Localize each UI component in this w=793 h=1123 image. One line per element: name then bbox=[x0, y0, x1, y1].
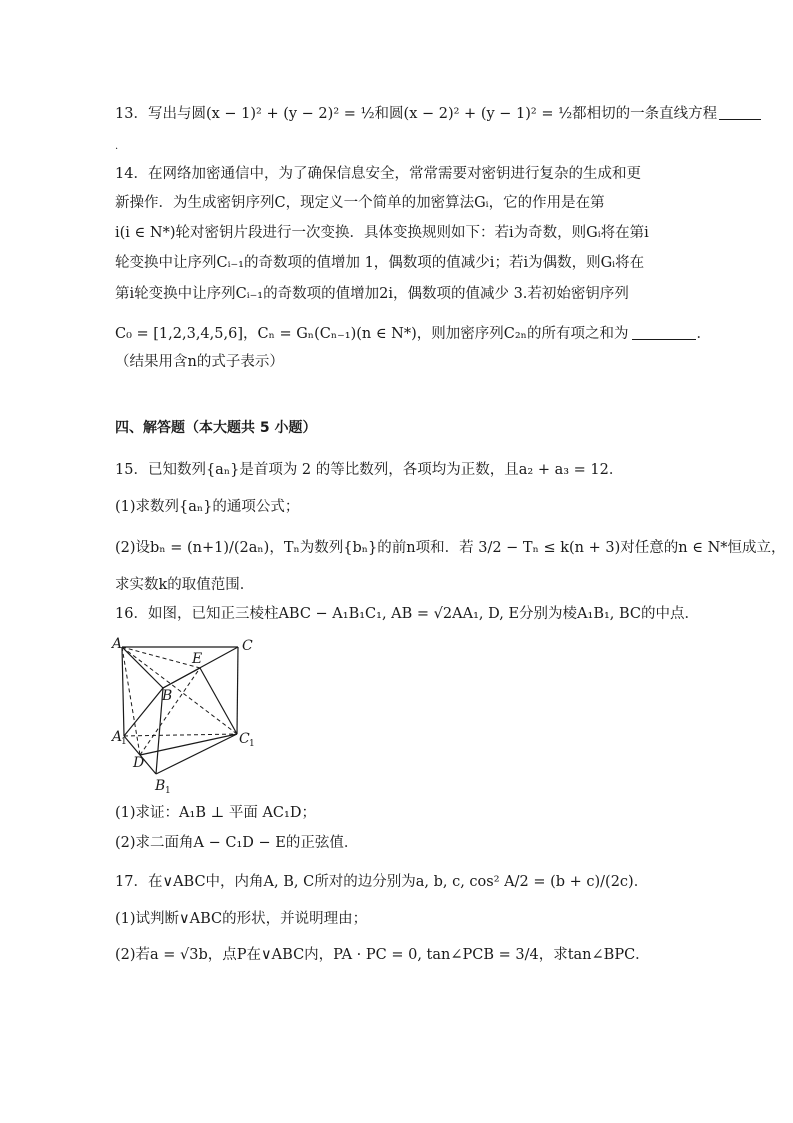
problem-13 bbox=[115, 104, 761, 124]
edge-DC1 bbox=[140, 734, 237, 755]
problem-14-line-7: （结果用含n的式子表示） bbox=[115, 354, 284, 370]
problem-16-line-1: 16．如图，已知正三棱柱ABC − A₁B₁C₁, AB = √2AA₁, D, E分别为棱A₁B₁, BC的中点． bbox=[115, 606, 700, 622]
problem-17-line-2: (1)试判断∨ABC的形状，并说明理由； bbox=[115, 911, 368, 927]
label-A1: A bbox=[112, 729, 123, 745]
problem-17-line-1: 17．在∨ABC中，内角A, B, C所对的边分别为a, b, c, cos² A/2 = (b + c)/(2c)． bbox=[115, 874, 649, 890]
problem-14-line-1: 14．在网络加密通信中，为了确保信息安全，常常需要对密钥进行复杂的生成和更 bbox=[115, 166, 641, 182]
hidden-edge-DE bbox=[140, 668, 200, 755]
problem-14-line-2: 新操作．为生成密钥序列C，现定义一个简单的加密算法Gᵢ，它的作用是在第 bbox=[115, 195, 605, 211]
edge-A1B bbox=[124, 688, 163, 736]
problem-16-line-3: (2)求二面角A − C₁D − E的正弦值． bbox=[115, 835, 359, 851]
label-B: B bbox=[162, 688, 173, 704]
section-4-heading: 四、解答题（本大题共 5 小题） bbox=[115, 420, 317, 436]
edge-B1C1 bbox=[156, 734, 237, 774]
problem-14-line-5: 第i轮变换中让序列Cᵢ₋₁的奇数项的值增加2i，偶数项的值减少 3.若初始密钥序列 bbox=[115, 286, 629, 302]
label-C1-sub: 1 bbox=[249, 739, 255, 749]
problem-14-line-6-text: C₀ = [1,2,3,4,5,6]，Cₙ = Gₙ(Cₙ₋₁)(n ∈ N*)，则加密序列C₂ₙ的所有项之和为 bbox=[115, 326, 629, 342]
problem-14-line-4: 轮变换中让序列Cᵢ₋₁的奇数项的值增加 1，偶数项的值减少i；若i为偶数，则Gᵢ将在 bbox=[115, 255, 645, 271]
label-C: C bbox=[242, 638, 253, 654]
problem-14-line-3: i(i ∈ N*)轮对密钥片段进行一次变换．具体变换规则如下：若i为奇数，则Gᵢ将在第i bbox=[115, 225, 649, 241]
label-B1-sub: 1 bbox=[165, 786, 171, 793]
label-A1-sub: 1 bbox=[121, 737, 127, 747]
hidden-edge-AC1 bbox=[122, 647, 237, 734]
problem-15-line-2: (1)求数列{aₙ}的通项公式； bbox=[115, 499, 300, 515]
answer-blank-14[interactable] bbox=[632, 325, 696, 340]
problem-15-line-1: 15．已知数列{aₙ}是首项为 2 的等比数列，各项均为正数，且a₂ + a₃ = 12． bbox=[115, 462, 624, 478]
hidden-edge-A1C1 bbox=[124, 734, 237, 736]
prism-figure bbox=[110, 628, 270, 793]
problem-14-end-mark: ． bbox=[696, 326, 711, 342]
problem-13-text: 13．写出与圆(x − 1)² + (y − 2)² = ½和圆(x − 2)² + (y − 1)² = ½都相切的一条直线方程 bbox=[115, 106, 718, 122]
edge-EC1 bbox=[200, 668, 237, 734]
label-A: A bbox=[112, 636, 123, 652]
label-C1: C bbox=[239, 731, 250, 747]
stray-dot: . bbox=[115, 141, 119, 152]
label-E: E bbox=[192, 651, 203, 667]
problem-15-line-3: (2)设bₙ = (n+1)/(2aₙ)，Tₙ为数列{bₙ}的前n项和．若 3/2 − Tₙ ≤ k(n + 3)对任意的n ∈ N*恒成立， bbox=[115, 540, 786, 556]
problem-17-line-3: (2)若a = √3b，点P在∨ABC内，PA · PC = 0, tan∠PCB = 3/4，求tan∠BPC． bbox=[115, 947, 650, 963]
edge-BE bbox=[163, 668, 200, 688]
edge-AA1 bbox=[122, 647, 124, 736]
label-D: D bbox=[133, 755, 145, 771]
answer-blank-13[interactable] bbox=[719, 105, 761, 120]
label-B1: B bbox=[155, 778, 166, 793]
problem-15-line-4: 求实数k的取值范围． bbox=[115, 577, 255, 593]
edge-CC1 bbox=[237, 647, 238, 734]
problem-16-line-2: (1)求证：A₁B ⊥ 平面 AC₁D； bbox=[115, 805, 316, 821]
problem-14-line-6 bbox=[115, 324, 711, 344]
hidden-edge-AE bbox=[122, 647, 203, 668]
